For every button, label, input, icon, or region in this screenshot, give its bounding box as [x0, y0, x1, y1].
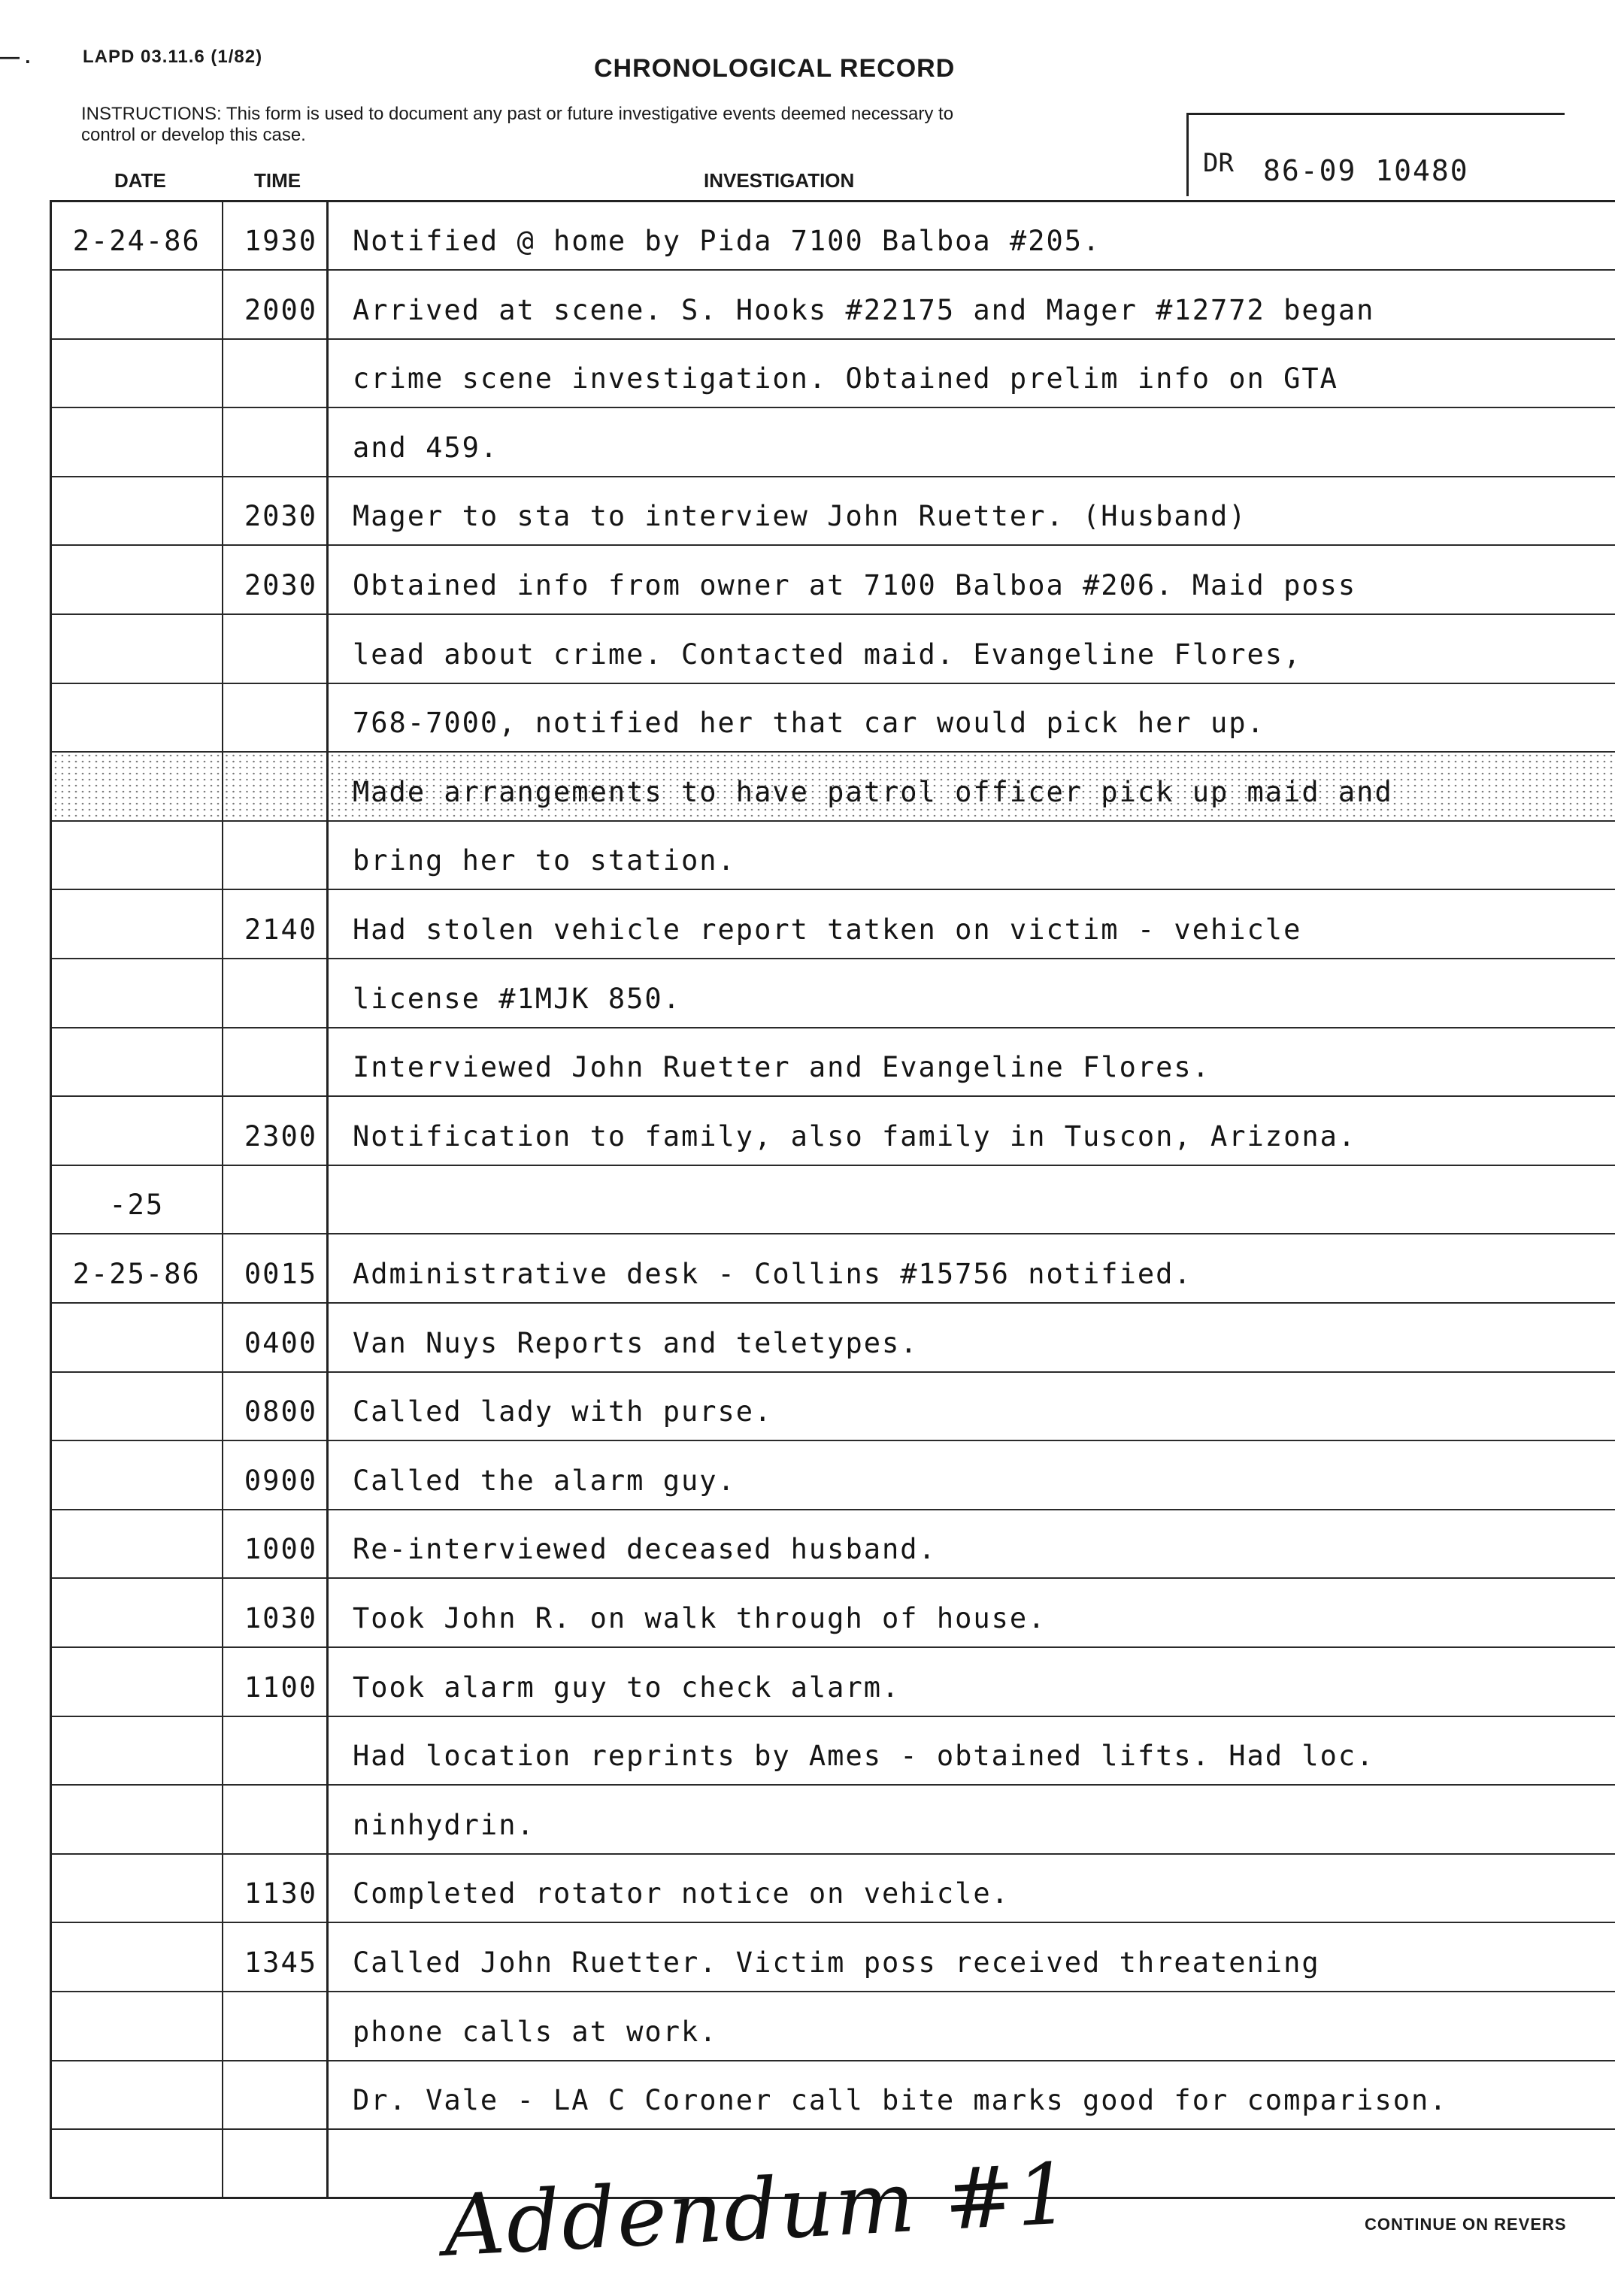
date-cell — [51, 1028, 223, 1097]
table-row — [51, 752, 1615, 821]
investigation-cell: Administrative desk - Collins #15756 notified. — [328, 1234, 1615, 1303]
investigation-cell: and 459. — [328, 407, 1615, 477]
date-cell — [51, 2061, 223, 2130]
investigation-cell: Made arrangements to have patrol officer pick up maid and — [328, 752, 1615, 821]
time-cell — [223, 1028, 328, 1097]
continue-note: CONTINUE ON REVERS — [1365, 2215, 1567, 2234]
date-cell — [51, 1372, 223, 1441]
investigation-cell: Arrived at scene. S. Hooks #22175 and Mager #12772 began — [328, 270, 1615, 339]
date-cell — [51, 1303, 223, 1372]
time-cell — [223, 752, 328, 821]
date-cell — [51, 614, 223, 683]
time-cell — [223, 1716, 328, 1786]
time-cell — [223, 821, 328, 890]
date-cell — [51, 1096, 223, 1165]
time-cell — [223, 1992, 328, 2061]
investigation-cell: Had stolen vehicle report tatken on victim - vehicle — [328, 889, 1615, 959]
table-row — [51, 1922, 1615, 1992]
time-cell: 0900 — [223, 1440, 328, 1510]
column-header-time: TIME — [254, 169, 301, 192]
investigation-cell: phone calls at work. — [328, 1992, 1615, 2061]
dr-number: 86-09 10480 — [1263, 154, 1469, 187]
date-cell — [51, 683, 223, 753]
chronological-log-table — [50, 200, 1615, 2199]
table-row — [51, 1785, 1615, 1854]
table-row — [51, 1165, 1615, 1234]
investigation-cell: Called lady with purse. — [328, 1372, 1615, 1441]
date-cell — [51, 821, 223, 890]
page-title: CHRONOLOGICAL RECORD — [594, 54, 956, 83]
date-cell — [51, 1647, 223, 1716]
table-row — [51, 1854, 1615, 1923]
table-row — [51, 1028, 1615, 1097]
date-cell — [51, 270, 223, 339]
date-cell — [51, 959, 223, 1028]
table-row — [51, 339, 1615, 408]
table-row — [51, 201, 1615, 271]
instructions-text: INSTRUCTIONS: This form is used to document any past or future investigative events deemed necessary to control or develop this case. — [81, 104, 954, 145]
date-cell — [51, 477, 223, 546]
time-cell: 1000 — [223, 1510, 328, 1579]
table-row — [51, 1372, 1615, 1441]
investigation-cell: bring her to station. — [328, 821, 1615, 890]
table-row — [51, 889, 1615, 959]
table-row — [51, 545, 1615, 614]
time-cell — [223, 2129, 328, 2198]
table-row — [51, 1510, 1615, 1579]
investigation-cell: Called John Ruetter. Victim poss received threatening — [328, 1922, 1615, 1992]
time-cell — [223, 614, 328, 683]
table-row — [51, 1234, 1615, 1303]
table-row — [51, 1716, 1615, 1786]
investigation-cell: crime scene investigation. Obtained prelim info on GTA — [328, 339, 1615, 408]
date-cell — [51, 1510, 223, 1579]
handwritten-addendum: Addendum #1 — [441, 2145, 1074, 2276]
time-cell — [223, 2061, 328, 2130]
investigation-cell: Called the alarm guy. — [328, 1440, 1615, 1510]
table-row — [51, 477, 1615, 546]
table-row — [51, 1303, 1615, 1372]
table-row — [51, 1440, 1615, 1510]
investigation-cell: Took alarm guy to check alarm. — [328, 1647, 1615, 1716]
table-row — [51, 1992, 1615, 2061]
column-header-date: DATE — [114, 169, 166, 192]
date-cell: 2-25-86 — [51, 1234, 223, 1303]
date-cell: 2-24-86 — [51, 201, 223, 271]
time-cell — [223, 683, 328, 753]
investigation-cell: Dr. Vale - LA C Coroner call bite marks good for comparison. — [328, 2061, 1615, 2130]
time-cell: 1030 — [223, 1578, 328, 1647]
date-cell — [51, 1440, 223, 1510]
investigation-cell: Obtained info from owner at 7100 Balboa #206. Maid poss — [328, 545, 1615, 614]
time-cell: 2000 — [223, 270, 328, 339]
time-cell — [223, 1785, 328, 1854]
time-cell — [223, 407, 328, 477]
date-cell — [51, 752, 223, 821]
margin-mark: — . — [0, 45, 31, 68]
time-cell: 1930 — [223, 201, 328, 271]
time-cell: 1345 — [223, 1922, 328, 1992]
date-cell — [51, 1578, 223, 1647]
time-cell — [223, 339, 328, 408]
investigation-cell: ninhydrin. — [328, 1785, 1615, 1854]
table-row — [51, 959, 1615, 1028]
investigation-cell: Completed rotator notice on vehicle. — [328, 1854, 1615, 1923]
date-cell — [51, 2129, 223, 2198]
investigation-cell: Interviewed John Ruetter and Evangeline Flores. — [328, 1028, 1615, 1097]
date-cell: -25 — [51, 1165, 223, 1234]
date-cell — [51, 545, 223, 614]
date-cell — [51, 1716, 223, 1786]
date-cell — [51, 889, 223, 959]
investigation-cell: Mager to sta to interview John Ruetter. (Husband) — [328, 477, 1615, 546]
time-cell — [223, 1165, 328, 1234]
table-row — [51, 614, 1615, 683]
time-cell: 0015 — [223, 1234, 328, 1303]
time-cell: 1100 — [223, 1647, 328, 1716]
table-row — [51, 1578, 1615, 1647]
investigation-cell: Notified @ home by Pida 7100 Balboa #205. — [328, 201, 1615, 271]
time-cell: 2030 — [223, 477, 328, 546]
investigation-cell: Took John R. on walk through of house. — [328, 1578, 1615, 1647]
investigation-cell: 768-7000, notified her that car would pick her up. — [328, 683, 1615, 753]
time-cell: 2140 — [223, 889, 328, 959]
investigation-cell: license #1MJK 850. — [328, 959, 1615, 1028]
date-cell — [51, 1854, 223, 1923]
investigation-cell: lead about crime. Contacted maid. Evangeline Flores, — [328, 614, 1615, 683]
table-row — [51, 1096, 1615, 1165]
time-cell: 0400 — [223, 1303, 328, 1372]
time-cell — [223, 959, 328, 1028]
time-cell: 1130 — [223, 1854, 328, 1923]
table-row — [51, 407, 1615, 477]
time-cell: 2030 — [223, 545, 328, 614]
dr-label: DR — [1203, 148, 1234, 178]
investigation-cell: Van Nuys Reports and teletypes. — [328, 1303, 1615, 1372]
table-row — [51, 270, 1615, 339]
investigation-cell: Had location reprints by Ames - obtained lifts. Had loc. — [328, 1716, 1615, 1786]
investigation-cell: Notification to family, also family in Tuscon, Arizona. — [328, 1096, 1615, 1165]
investigation-cell — [328, 1165, 1615, 1234]
date-cell — [51, 1922, 223, 1992]
date-cell — [51, 339, 223, 408]
date-cell — [51, 1785, 223, 1854]
table-row — [51, 821, 1615, 890]
time-cell: 0800 — [223, 1372, 328, 1441]
table-row — [51, 1647, 1615, 1716]
form-number: LAPD 03.11.6 (1/82) — [83, 47, 263, 67]
date-cell — [51, 1992, 223, 2061]
investigation-cell: Re-interviewed deceased husband. — [328, 1510, 1615, 1579]
time-cell: 2300 — [223, 1096, 328, 1165]
column-header-investigation: INVESTIGATION — [704, 169, 855, 192]
table-row — [51, 683, 1615, 753]
date-cell — [51, 407, 223, 477]
table-row — [51, 2061, 1615, 2130]
